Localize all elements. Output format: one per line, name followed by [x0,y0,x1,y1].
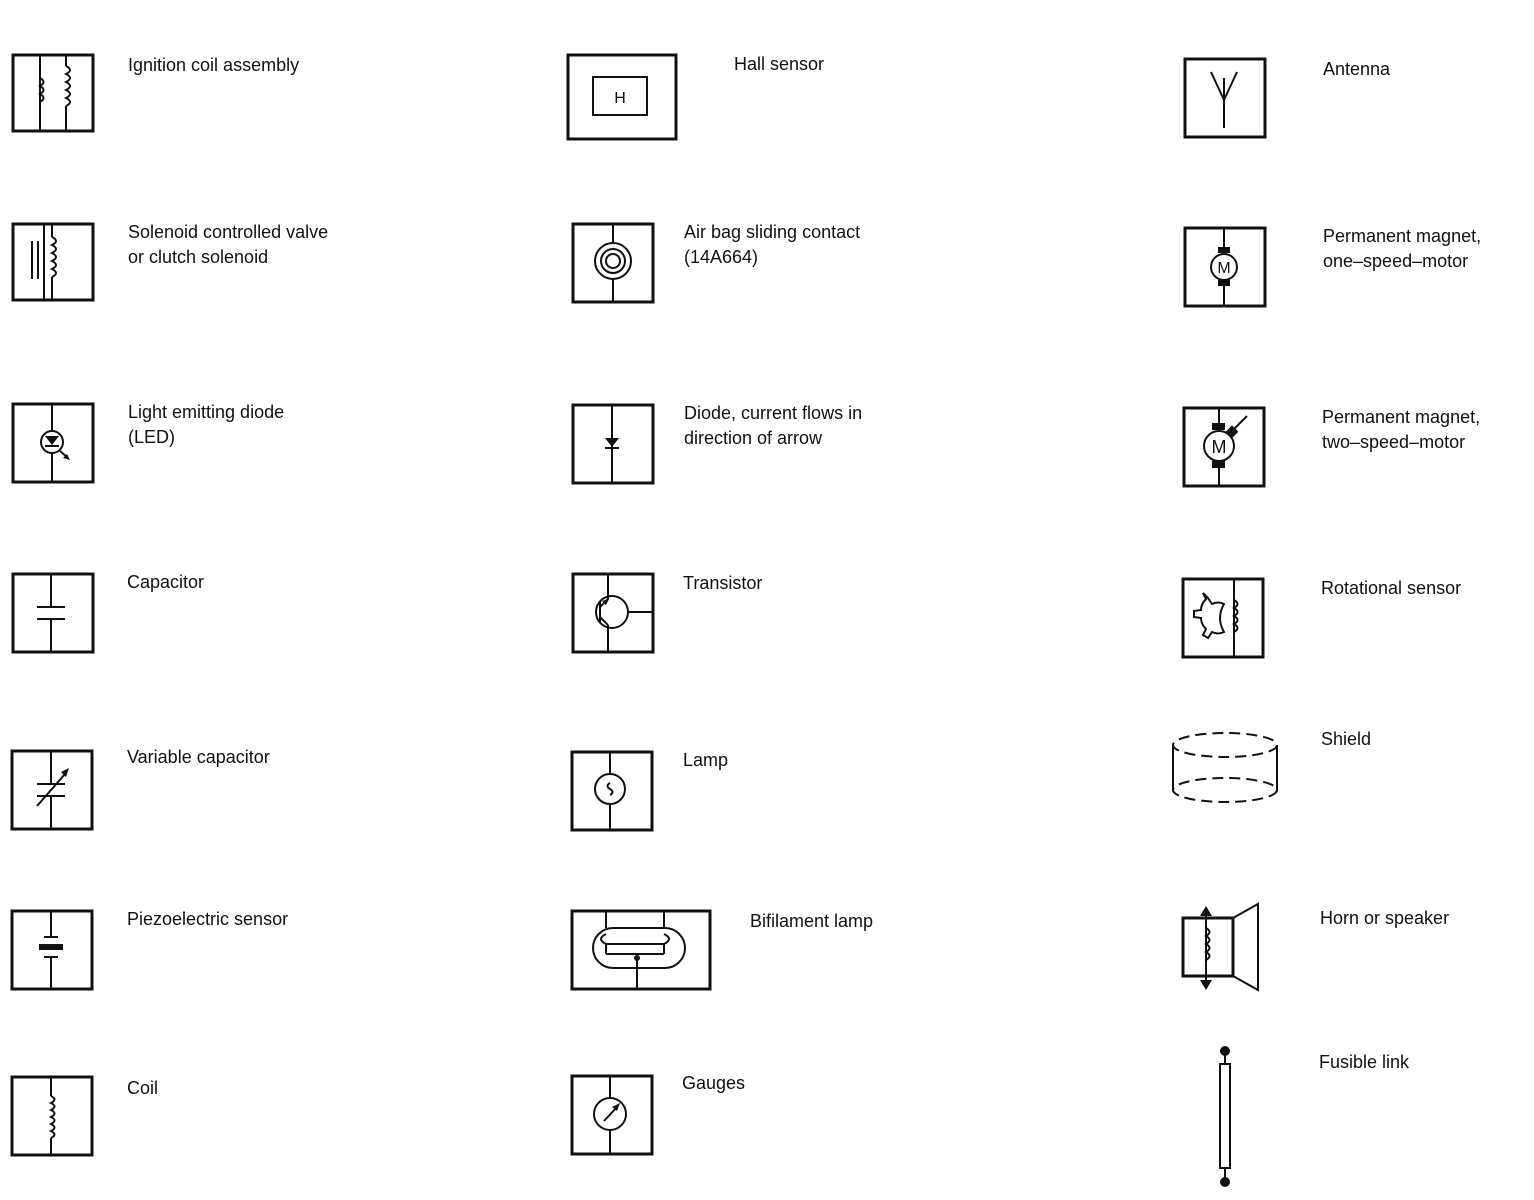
solenoid-valve-symbol [10,221,98,303]
capacitor-symbol [10,571,98,655]
transistor-label: Transistor [683,573,763,593]
rotational-sensor-label: Rotational sensor [1321,578,1462,598]
two-speed-motor-glyph: M [1211,437,1227,457]
one-speed-motor-glyph: M [1217,260,1231,277]
lamp-symbol [569,749,657,833]
one-speed-motor-line1: Permanent magnet, [1323,226,1482,246]
hall-sensor-glyph: H [614,90,626,107]
horn-speaker-symbol [1176,898,1266,998]
variable-capacitor-symbol [9,748,97,832]
two-speed-motor-symbol [1181,405,1269,489]
led-line2: (LED) [128,427,176,447]
solenoid-valve-label [128,220,328,270]
airbag-sliding-contact-label [684,220,860,270]
horn-speaker-label: Horn or speaker [1320,908,1450,928]
one-speed-motor-label [1323,224,1481,274]
transistor-symbol [570,571,658,655]
hall-sensor-label: Hall sensor [734,54,825,74]
hall-sensor-symbol [565,52,681,144]
two-speed-motor-line2: two–speed–motor [1322,432,1466,452]
ignition-coil-assembly-symbol [10,52,98,134]
gauges-label: Gauges [682,1073,746,1093]
bifilament-lamp-label: Bifilament lamp [750,911,874,931]
one-speed-motor-symbol [1182,225,1270,309]
shield-label: Shield [1321,729,1372,749]
antenna-symbol [1182,56,1270,140]
piezoelectric-sensor-symbol [9,908,97,992]
ignition-coil-assembly-label: Ignition coil assembly [128,55,300,75]
led-line1: Light emitting diode [128,402,285,422]
led-symbol [10,401,98,485]
coil-label: Coil [127,1078,159,1098]
variable-capacitor-label: Variable capacitor [127,747,270,767]
lamp-label: Lamp [683,750,729,770]
gauges-symbol [569,1073,657,1159]
solenoid-valve-line1: Solenoid controlled valve [128,222,329,242]
diode-symbol [570,402,658,486]
rotational-sensor-symbol [1180,576,1268,660]
one-speed-motor-line2: one–speed–motor [1323,251,1469,271]
airbag-sliding-contact-symbol [570,221,658,305]
diode-label [684,401,862,451]
led-label [128,400,284,450]
solenoid-valve-line2: or clutch solenoid [128,247,269,267]
diode-line2: direction of arrow [684,428,823,448]
shield-symbol [1168,728,1284,814]
antenna-label: Antenna [1323,59,1391,79]
coil-symbol [9,1074,97,1158]
two-speed-motor-label [1322,405,1480,455]
bifilament-lamp-symbol [569,908,715,994]
piezoelectric-sensor-label: Piezoelectric sensor [127,909,289,929]
airbag-sliding-contact-line2: (14A664) [684,247,759,267]
fusible-link-symbol [1208,1044,1242,1190]
diode-line1: Diode, current flows in [684,403,863,423]
two-speed-motor-line1: Permanent magnet, [1322,407,1481,427]
fusible-link-label: Fusible link [1319,1052,1410,1072]
airbag-sliding-contact-line1: Air bag sliding contact [684,222,861,242]
capacitor-label: Capacitor [127,572,205,592]
